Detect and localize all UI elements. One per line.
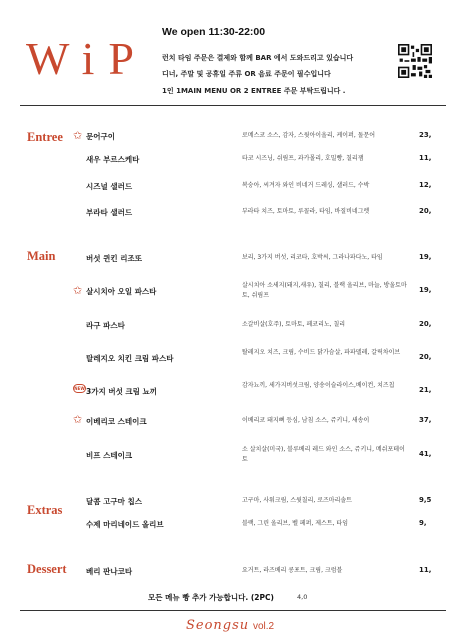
opening-hours: We open 11:30-22:00	[162, 26, 266, 38]
item-description: 로메스코 소스, 감자, 스윗아이올리, 케이퍼, 돌문어	[242, 132, 376, 139]
item-price: 37,	[419, 416, 432, 424]
item-name: 베리 판나코타	[86, 567, 133, 576]
item-description: 블랙, 그린 올리브, 벨 페퍼, 제스트, 타임	[242, 520, 349, 527]
item-description: 소 살치살(미국), 블루베리 레드 와인 소스, 쥬키니, 메쉬포테이토	[242, 446, 405, 463]
qr-code-icon[interactable]	[398, 44, 432, 78]
item-description: 부라타 치즈, 토마토, 루꼴라, 타임, 바질비네그렛	[242, 208, 370, 215]
header-divider	[20, 105, 446, 106]
item-price: 20,	[419, 207, 432, 215]
menu-version: vol.2	[253, 621, 275, 632]
item-description: 감자뇨끼, 세가지버섯크림, 양송이슬라이스,베이컨, 치즈칩	[242, 382, 395, 389]
notice-line-2: 디너, 주말 및 공휴일 주류 OR 음료 주문이 필수입니다	[162, 70, 331, 78]
item-name: 탈레지오 치킨 크림 파스타	[86, 354, 174, 363]
item-name: 이베리코 스테이크	[86, 417, 147, 426]
item-name: 3가지 버섯 크림 뇨끼	[86, 387, 158, 396]
notice-line-3: 1인 1MAIN MENU OR 2 ENTREE 주문 부탁드립니다 .	[162, 87, 346, 95]
item-description: 보리, 3가지 버섯, 리코타, 호박씨, 그라나파다노, 타임	[242, 254, 383, 261]
item-price: 9,5	[419, 496, 432, 504]
item-name: 부라타 샐러드	[86, 208, 133, 217]
item-description: 고구마, 사워크림, 스윗칠리, 로즈마리솔트	[242, 497, 352, 504]
item-name: 새우 부르스케타	[86, 155, 140, 164]
section-title-extras: Extras	[27, 503, 63, 517]
item-price: 41,	[419, 450, 432, 458]
section-title-main: Main	[27, 249, 56, 263]
section-title-entree: Entree	[27, 130, 63, 144]
star-icon: ✩	[73, 413, 83, 426]
item-price: 21,	[419, 386, 432, 394]
item-price: 11,	[419, 154, 432, 162]
item-description: 탈레지오 치즈, 크림, 수비드 닭가슴살, 파파델레, 갈릭차이브	[242, 349, 401, 356]
item-price: 20,	[419, 320, 432, 328]
item-price: 20,	[419, 353, 432, 361]
notice-line-1: 런치 타임 주문은 결제와 함께 BAR 에서 도와드리고 있습니다	[162, 54, 354, 62]
item-description: 살시치아 소세지(돼지,새우), 칠리, 블랙 올리브, 마늘, 방울토마토, 쉬림프	[242, 282, 407, 299]
signature-logo: Seongsu	[186, 618, 250, 633]
item-price: 19,	[419, 253, 432, 261]
item-description: 요거트, 라즈베리 콩포트, 크림, 크럼블	[242, 567, 343, 574]
item-name: 시즈널 샐러드	[86, 182, 133, 191]
restaurant-logo: WiP	[26, 33, 148, 84]
item-price: 11,	[419, 566, 432, 574]
item-name: 비프 스테이크	[86, 451, 133, 460]
new-badge: NEW	[74, 386, 85, 391]
footer-divider	[20, 610, 446, 611]
item-name: 수제 마리네이드 올리브	[86, 520, 164, 529]
item-name: 문어구이	[86, 132, 115, 141]
item-price: 12,	[419, 181, 432, 189]
star-icon: ✩	[73, 284, 83, 297]
star-icon: ✩	[73, 129, 83, 142]
item-description: 타코 시즈닝, 쉬림프, 과카몰리, 호밀빵, 칠리잼	[242, 155, 364, 162]
item-price: 19,	[419, 286, 432, 294]
item-name: 달콤 고구마 칩스	[86, 497, 142, 506]
section-title-dessert: Dessert	[27, 562, 67, 576]
item-price: 23,	[419, 131, 432, 139]
bread-add-note: 모든 메뉴 빵 추가 가능합니다. (2PC)	[148, 593, 274, 602]
item-description: 복숭아, 씨겨자 와인 비네거 드레싱, 샐러드, 수박	[242, 182, 370, 189]
item-description: 이베리코 돼지뼈 등심, 남침 소스, 쥬키니, 새송이	[242, 417, 370, 424]
bread-add-price: 4,0	[297, 593, 308, 601]
item-name: 살시치아 오일 파스타	[86, 287, 157, 296]
item-name: 버섯 퀸킨 리조또	[86, 254, 142, 263]
item-price: 9,	[419, 519, 427, 527]
item-name: 라구 파스타	[86, 321, 125, 330]
item-description: 소갈비살(호주), 토마토, 페코리노, 칠리	[242, 321, 346, 328]
